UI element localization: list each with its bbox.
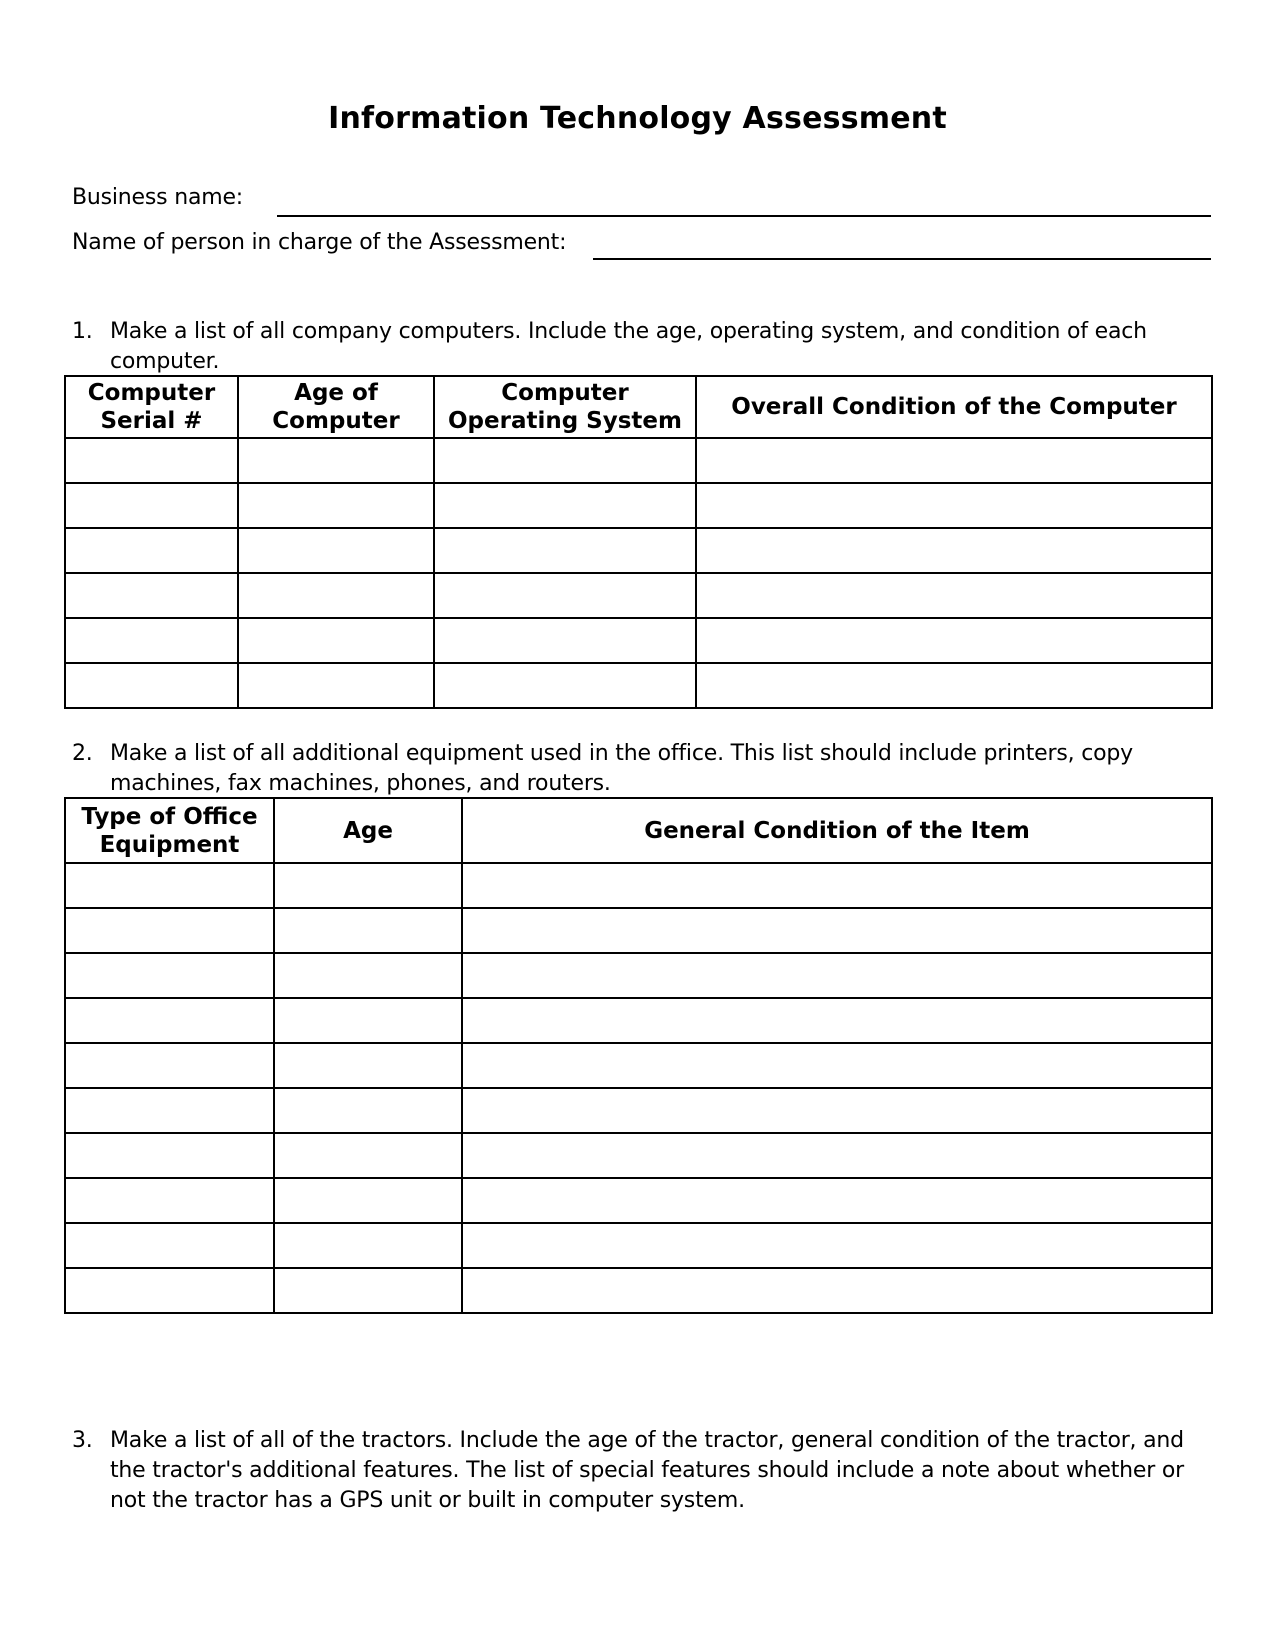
table-row (65, 998, 1212, 1043)
header-line: Equipment (99, 831, 240, 858)
empty-cell[interactable] (462, 1088, 1212, 1133)
empty-cell[interactable] (462, 1043, 1212, 1088)
table-row (65, 908, 1212, 953)
business-name-fill-line[interactable] (277, 215, 1211, 217)
empty-cell[interactable] (696, 618, 1212, 663)
computer-table-header-row (65, 376, 1212, 438)
column-header-general-condition (462, 798, 1212, 863)
header-line: Age of (294, 380, 378, 406)
empty-cell[interactable] (274, 1268, 462, 1313)
empty-cell[interactable] (65, 483, 238, 528)
column-header-computer-age (238, 376, 434, 438)
table-row (65, 1133, 1212, 1178)
column-header-computer-serial (65, 376, 238, 438)
empty-cell[interactable] (238, 663, 434, 708)
empty-cell[interactable] (65, 573, 238, 618)
empty-cell[interactable] (274, 998, 462, 1043)
equipment-table-header-row (65, 798, 1212, 863)
empty-cell[interactable] (462, 1223, 1212, 1268)
table-row (65, 528, 1212, 573)
empty-cell[interactable] (238, 483, 434, 528)
empty-cell[interactable] (65, 663, 238, 708)
empty-cell[interactable] (274, 1133, 462, 1178)
question-3-text: Make a list of all of the tractors. Include the age of the tractor, general condition of the tractor, and the tractor's additional features. The list of special features should include a note about whether or not the tractor has a GPS unit or built in computer system. (110, 1428, 1184, 1513)
empty-cell[interactable] (434, 438, 696, 483)
question-2-number: 2. (72, 741, 93, 766)
table-row (65, 1043, 1212, 1088)
empty-cell[interactable] (434, 528, 696, 573)
question-1-text: Make a list of all company computers. Include the age, operating system, and condition of each computer. (110, 319, 1147, 374)
table-row (65, 1268, 1212, 1313)
empty-cell[interactable] (65, 908, 274, 953)
table-row (65, 953, 1212, 998)
empty-cell[interactable] (434, 573, 696, 618)
table-row (65, 618, 1212, 663)
column-header-overall-condition (696, 376, 1212, 438)
header-line: Age (343, 817, 393, 844)
table-row (65, 1178, 1212, 1223)
empty-cell[interactable] (434, 483, 696, 528)
page-title: Information Technology Assessment (328, 101, 947, 136)
empty-cell[interactable] (274, 953, 462, 998)
question-2-text: Make a list of all additional equipment used in the office. This list should include printers, copy machines, fax machines, phones, and routers. (110, 741, 1133, 796)
equipment-table (64, 797, 1213, 1314)
empty-cell[interactable] (274, 1043, 462, 1088)
empty-cell[interactable] (462, 863, 1212, 908)
empty-cell[interactable] (696, 438, 1212, 483)
computer-table (64, 375, 1213, 709)
empty-cell[interactable] (696, 573, 1212, 618)
empty-cell[interactable] (274, 863, 462, 908)
question-1 (72, 317, 1195, 377)
question-1-number: 1. (72, 319, 93, 344)
column-header-operating-system (434, 376, 696, 438)
table-row (65, 1088, 1212, 1133)
question-3-number: 3. (72, 1428, 93, 1453)
table-row (65, 863, 1212, 908)
header-line: Type of Office (81, 803, 258, 830)
empty-cell[interactable] (696, 528, 1212, 573)
business-name-label: Business name: (72, 185, 244, 210)
empty-cell[interactable] (274, 1223, 462, 1268)
empty-cell[interactable] (65, 1268, 274, 1313)
question-3 (72, 1426, 1195, 1516)
empty-cell[interactable] (462, 1268, 1212, 1313)
table-row (65, 663, 1212, 708)
empty-cell[interactable] (65, 438, 238, 483)
header-line: Overall Condition of the Computer (731, 394, 1177, 420)
empty-cell[interactable] (434, 618, 696, 663)
empty-cell[interactable] (462, 998, 1212, 1043)
header-line: General Condition of the Item (644, 817, 1030, 844)
header-line: Computer (501, 380, 629, 406)
empty-cell[interactable] (274, 1178, 462, 1223)
assessor-name-label: Name of person in charge of the Assessment: (72, 230, 567, 255)
empty-cell[interactable] (65, 1178, 274, 1223)
empty-cell[interactable] (238, 618, 434, 663)
empty-cell[interactable] (274, 1088, 462, 1133)
empty-cell[interactable] (65, 1223, 274, 1268)
header-line: Operating System (447, 408, 682, 434)
empty-cell[interactable] (696, 483, 1212, 528)
table-row (65, 573, 1212, 618)
empty-cell[interactable] (462, 1178, 1212, 1223)
table-row (65, 1223, 1212, 1268)
empty-cell[interactable] (65, 618, 238, 663)
header-line: Computer (87, 380, 216, 406)
header-line: Serial # (100, 408, 203, 434)
column-header-equipment-type (65, 798, 274, 863)
empty-cell[interactable] (238, 573, 434, 618)
question-2 (72, 739, 1195, 799)
empty-cell[interactable] (65, 1088, 274, 1133)
empty-cell[interactable] (696, 663, 1212, 708)
header-line: Computer (272, 408, 400, 434)
empty-cell[interactable] (65, 1133, 274, 1178)
empty-cell[interactable] (65, 1043, 274, 1088)
empty-cell[interactable] (238, 528, 434, 573)
empty-cell[interactable] (462, 908, 1212, 953)
empty-cell[interactable] (65, 863, 274, 908)
assessor-name-fill-line[interactable] (593, 258, 1211, 260)
empty-cell[interactable] (274, 908, 462, 953)
table-row (65, 483, 1212, 528)
empty-cell[interactable] (238, 438, 434, 483)
empty-cell[interactable] (65, 528, 238, 573)
empty-cell[interactable] (462, 1133, 1212, 1178)
empty-cell[interactable] (65, 953, 274, 998)
empty-cell[interactable] (65, 998, 274, 1043)
empty-cell[interactable] (462, 953, 1212, 998)
table-row (65, 438, 1212, 483)
empty-cell[interactable] (434, 663, 696, 708)
column-header-equipment-age (274, 798, 462, 863)
